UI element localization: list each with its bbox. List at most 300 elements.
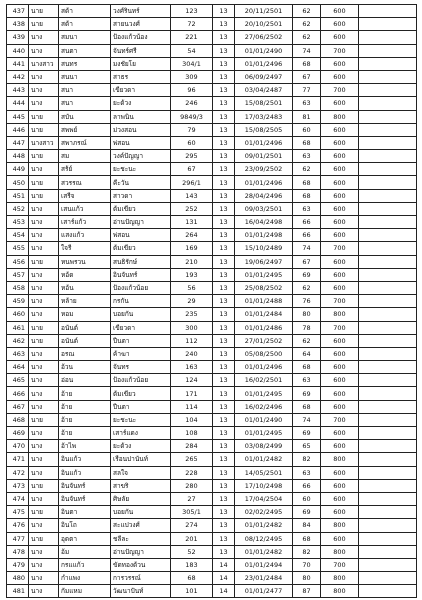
village-number-cell: 13 (213, 413, 235, 426)
birth-date-cell: 01/01/2482 (235, 545, 293, 558)
house-number-cell: 123 (171, 5, 213, 18)
age-cell: 63 (293, 97, 321, 110)
row-number: 461 (7, 321, 29, 334)
birth-date-cell: 01/01/2490 (235, 413, 293, 426)
amount-cell: 600 (321, 361, 359, 374)
row-number: 443 (7, 84, 29, 97)
age-cell: 63 (293, 202, 321, 215)
amount-cell: 800 (321, 453, 359, 466)
birth-date-cell: 01/01/2484 (235, 308, 293, 321)
last-name-cell: ม่วงสอน (111, 123, 171, 136)
table-row (7, 202, 417, 215)
signature-cell (359, 334, 417, 347)
village-number-cell: 13 (213, 295, 235, 308)
table-row (7, 479, 417, 492)
signature-cell (359, 189, 417, 202)
title-cell: นาง (29, 308, 59, 321)
signature-cell (359, 255, 417, 268)
amount-cell: 800 (321, 545, 359, 558)
last-name-cell: เขียวดา (111, 84, 171, 97)
amount-cell: 600 (321, 268, 359, 281)
birth-date-cell: 01/01/2498 (235, 229, 293, 242)
house-number-cell: 284 (171, 440, 213, 453)
table-row (7, 163, 417, 176)
row-number: 460 (7, 308, 29, 321)
title-cell: นาย (29, 255, 59, 268)
signature-cell (359, 136, 417, 149)
house-number-cell: 143 (171, 189, 213, 202)
birth-date-cell: 01/01/2496 (235, 361, 293, 374)
birth-date-cell: 27/06/2502 (235, 31, 293, 44)
table-row (7, 506, 417, 519)
last-name-cell: กรกัน (111, 295, 171, 308)
title-cell: นาย (29, 506, 59, 519)
table-row (7, 347, 417, 360)
title-cell: นาง (29, 216, 59, 229)
table-row (7, 229, 417, 242)
table-body (7, 5, 417, 598)
village-number-cell: 14 (213, 558, 235, 571)
village-number-cell: 13 (213, 216, 235, 229)
age-cell: 62 (293, 5, 321, 18)
birth-date-cell: 17/04/2504 (235, 492, 293, 505)
row-number: 448 (7, 150, 29, 163)
village-number-cell: 13 (213, 400, 235, 413)
first-name-cell: อนันต์ (59, 321, 111, 334)
row-number: 474 (7, 492, 29, 505)
title-cell: นาง (29, 453, 59, 466)
title-cell: นาง (29, 163, 59, 176)
row-number: 465 (7, 374, 29, 387)
first-name-cell: สมนา (59, 31, 111, 44)
last-name-cell: ยะด้วง (111, 440, 171, 453)
title-cell: นางสาว (29, 57, 59, 70)
first-name-cell: อนันต์ (59, 334, 111, 347)
row-number: 466 (7, 387, 29, 400)
row-number: 455 (7, 242, 29, 255)
birth-date-cell: 16/04/2498 (235, 216, 293, 229)
birth-date-cell: 01/01/2477 (235, 585, 293, 598)
house-number-cell: 304/1 (171, 57, 213, 70)
age-cell: 66 (293, 229, 321, 242)
house-number-cell: 169 (171, 242, 213, 255)
amount-cell: 600 (321, 123, 359, 136)
birth-date-cell: 02/02/2495 (235, 506, 293, 519)
amount-cell: 800 (321, 110, 359, 123)
age-cell: 63 (293, 150, 321, 163)
birth-date-cell: 17/10/2498 (235, 479, 293, 492)
last-name-cell: สลใจ (111, 466, 171, 479)
table-row (7, 216, 417, 229)
row-number: 467 (7, 400, 29, 413)
village-number-cell: 13 (213, 453, 235, 466)
age-cell: 87 (293, 585, 321, 598)
title-cell: นาง (29, 558, 59, 571)
last-name-cell: คีะวัน (111, 176, 171, 189)
row-number: 456 (7, 255, 29, 268)
amount-cell: 700 (321, 295, 359, 308)
row-number: 471 (7, 453, 29, 466)
house-number-cell: 210 (171, 255, 213, 268)
age-cell: 70 (293, 558, 321, 571)
birth-date-cell: 25/08/2502 (235, 281, 293, 294)
amount-cell: 600 (321, 440, 359, 453)
house-number-cell: 163 (171, 361, 213, 374)
signature-cell (359, 545, 417, 558)
first-name-cell: อ่อน (59, 374, 111, 387)
first-name-cell: อินจันทร์ (59, 492, 111, 505)
village-number-cell: 13 (213, 492, 235, 505)
row-number: 457 (7, 268, 29, 281)
row-number: 462 (7, 334, 29, 347)
table-row (7, 136, 417, 149)
signature-cell (359, 466, 417, 479)
house-number-cell: 124 (171, 374, 213, 387)
first-name-cell: อินโถ (59, 519, 111, 532)
row-number: 463 (7, 347, 29, 360)
row-number: 472 (7, 466, 29, 479)
amount-cell: 600 (321, 281, 359, 294)
title-cell: นาง (29, 427, 59, 440)
age-cell: 76 (293, 295, 321, 308)
village-number-cell: 13 (213, 427, 235, 440)
title-cell: นาง (29, 44, 59, 57)
signature-cell (359, 123, 417, 136)
house-number-cell: 264 (171, 229, 213, 242)
table-row (7, 18, 417, 31)
table-row (7, 281, 417, 294)
last-name-cell: ค้าฆา (111, 347, 171, 360)
last-name-cell: ป้องแก้วน้อย (111, 374, 171, 387)
title-cell: นางสาว (29, 136, 59, 149)
age-cell: 62 (293, 18, 321, 31)
first-name-cell: กำแพง (59, 572, 111, 585)
village-number-cell: 13 (213, 374, 235, 387)
first-name-cell: อินแก้ว (59, 453, 111, 466)
first-name-cell: สวรรณ (59, 176, 111, 189)
birth-date-cell: 01/01/2496 (235, 176, 293, 189)
age-cell: 62 (293, 281, 321, 294)
row-number: 447 (7, 136, 29, 149)
village-number-cell: 14 (213, 585, 235, 598)
house-number-cell: 235 (171, 308, 213, 321)
table-row (7, 295, 417, 308)
last-name-cell: สายนวงศ์ (111, 18, 171, 31)
age-cell: 60 (293, 123, 321, 136)
village-number-cell: 13 (213, 255, 235, 268)
village-number-cell: 13 (213, 532, 235, 545)
amount-cell: 600 (321, 387, 359, 400)
house-number-cell: 193 (171, 268, 213, 281)
signature-cell (359, 31, 417, 44)
signature-cell (359, 163, 417, 176)
first-name-cell: สนนา (59, 70, 111, 83)
table-row (7, 57, 417, 70)
age-cell: 84 (293, 519, 321, 532)
amount-cell: 600 (321, 18, 359, 31)
table-row (7, 5, 417, 18)
age-cell: 81 (293, 110, 321, 123)
title-cell: นาย (29, 5, 59, 18)
table-row (7, 189, 417, 202)
village-number-cell: 13 (213, 361, 235, 374)
village-number-cell: 13 (213, 242, 235, 255)
amount-cell: 800 (321, 585, 359, 598)
last-name-cell: สนธิรักษ์ (111, 255, 171, 268)
first-name-cell: อ้าไพ (59, 440, 111, 453)
last-name-cell: พ่สอน (111, 229, 171, 242)
house-number-cell: 171 (171, 387, 213, 400)
house-number-cell: 252 (171, 202, 213, 215)
last-name-cell: ต้มเขียว (111, 242, 171, 255)
first-name-cell: สนา (59, 84, 111, 97)
birth-date-cell: 01/01/2495 (235, 427, 293, 440)
first-name-cell: สพพย์ (59, 123, 111, 136)
birth-date-cell: 01/01/2482 (235, 453, 293, 466)
last-name-cell: วงศ์รินทร์ (111, 5, 171, 18)
title-cell: นาย (29, 176, 59, 189)
signature-cell (359, 453, 417, 466)
table-row (7, 44, 417, 57)
table-row (7, 123, 417, 136)
row-number: 476 (7, 519, 29, 532)
table-row (7, 532, 417, 545)
signature-cell (359, 492, 417, 505)
last-name-cell: การวรรณ์ (111, 572, 171, 585)
amount-cell: 600 (321, 506, 359, 519)
signature-cell (359, 176, 417, 189)
village-number-cell: 14 (213, 572, 235, 585)
table-row (7, 413, 417, 426)
table-row (7, 558, 417, 571)
amount-cell: 600 (321, 347, 359, 360)
birth-date-cell: 19/06/2497 (235, 255, 293, 268)
pension-table (6, 4, 417, 598)
title-cell: นาย (29, 479, 59, 492)
village-number-cell: 13 (213, 31, 235, 44)
table-row (7, 400, 417, 413)
amount-cell: 700 (321, 44, 359, 57)
table-row (7, 268, 417, 281)
last-name-cell: จันทร์ศรี (111, 44, 171, 57)
row-number: 468 (7, 413, 29, 426)
first-name-cell: หอม (59, 308, 111, 321)
age-cell: 80 (293, 308, 321, 321)
row-number: 459 (7, 295, 29, 308)
title-cell: นาย (29, 532, 59, 545)
village-number-cell: 13 (213, 163, 235, 176)
first-name-cell: ใจรี (59, 242, 111, 255)
amount-cell: 600 (321, 255, 359, 268)
signature-cell (359, 84, 417, 97)
last-name-cell: ยะชะนะ (111, 163, 171, 176)
birth-date-cell: 20/10/2501 (235, 18, 293, 31)
table-row (7, 84, 417, 97)
title-cell: นาง (29, 361, 59, 374)
table-row (7, 466, 417, 479)
last-name-cell: อินจันทร์ (111, 268, 171, 281)
row-number: 451 (7, 189, 29, 202)
first-name-cell: อุดตา (59, 532, 111, 545)
amount-cell: 600 (321, 427, 359, 440)
age-cell: 68 (293, 176, 321, 189)
table-row (7, 453, 417, 466)
signature-cell (359, 70, 417, 83)
title-cell: นาง (29, 70, 59, 83)
first-name-cell: อ้ม (59, 545, 111, 558)
table-row (7, 255, 417, 268)
house-number-cell: 228 (171, 466, 213, 479)
amount-cell: 600 (321, 466, 359, 479)
age-cell: 82 (293, 453, 321, 466)
village-number-cell: 13 (213, 334, 235, 347)
age-cell: 74 (293, 413, 321, 426)
house-number-cell: 240 (171, 347, 213, 360)
row-number: 469 (7, 427, 29, 440)
title-cell: นาง (29, 229, 59, 242)
village-number-cell: 13 (213, 281, 235, 294)
table-row (7, 97, 417, 110)
last-name-cell: ต้มเขียว (111, 202, 171, 215)
last-name-cell: บอยกัน (111, 308, 171, 321)
amount-cell: 600 (321, 216, 359, 229)
birth-date-cell: 06/09/2497 (235, 70, 293, 83)
amount-cell: 600 (321, 70, 359, 83)
last-name-cell: วงค์ปัญญา (111, 150, 171, 163)
amount-cell: 600 (321, 163, 359, 176)
village-number-cell: 13 (213, 479, 235, 492)
birth-date-cell: 01/01/2495 (235, 268, 293, 281)
village-number-cell: 13 (213, 5, 235, 18)
title-cell: นาง (29, 492, 59, 505)
first-name-cell: หล้าย (59, 295, 111, 308)
signature-cell (359, 506, 417, 519)
signature-cell (359, 427, 417, 440)
first-name-cell: สนา (59, 97, 111, 110)
table-row (7, 572, 417, 585)
title-cell: นาย (29, 123, 59, 136)
signature-cell (359, 387, 417, 400)
row-number: 446 (7, 123, 29, 136)
house-number-cell: 309 (171, 70, 213, 83)
signature-cell (359, 585, 417, 598)
table-row (7, 427, 417, 440)
house-number-cell: 221 (171, 31, 213, 44)
birth-date-cell: 01/01/2496 (235, 57, 293, 70)
village-number-cell: 13 (213, 136, 235, 149)
first-name-cell: กรแแก้ว (59, 558, 111, 571)
house-number-cell: 29 (171, 295, 213, 308)
title-cell: นาง (29, 202, 59, 215)
house-number-cell: 114 (171, 400, 213, 413)
house-number-cell: 131 (171, 216, 213, 229)
signature-cell (359, 558, 417, 571)
first-name-cell: เสนแก้ว (59, 202, 111, 215)
signature-cell (359, 374, 417, 387)
first-name-cell: สร้ย์ (59, 163, 111, 176)
age-cell: 77 (293, 84, 321, 97)
table-row (7, 110, 417, 123)
first-name-cell: สด้า (59, 18, 111, 31)
table-row (7, 440, 417, 453)
first-name-cell: สบัน (59, 110, 111, 123)
last-name-cell: อ่านปัญญา (111, 216, 171, 229)
signature-cell (359, 18, 417, 31)
house-number-cell: 79 (171, 123, 213, 136)
birth-date-cell: 09/01/2501 (235, 150, 293, 163)
birth-date-cell: 23/01/2484 (235, 572, 293, 585)
house-number-cell: 68 (171, 572, 213, 585)
title-cell: นาย (29, 110, 59, 123)
title-cell: นาง (29, 97, 59, 110)
village-number-cell: 13 (213, 506, 235, 519)
title-cell: นาย (29, 150, 59, 163)
age-cell: 67 (293, 255, 321, 268)
house-number-cell: 96 (171, 84, 213, 97)
birth-date-cell: 09/03/2501 (235, 202, 293, 215)
age-cell: 82 (293, 545, 321, 558)
village-number-cell: 13 (213, 268, 235, 281)
title-cell: นาง (29, 440, 59, 453)
amount-cell: 600 (321, 136, 359, 149)
row-number: 477 (7, 532, 29, 545)
amount-cell: 600 (321, 400, 359, 413)
house-number-cell: 112 (171, 334, 213, 347)
table-row (7, 242, 417, 255)
signature-cell (359, 110, 417, 123)
title-cell: นาง (29, 519, 59, 532)
village-number-cell: 13 (213, 123, 235, 136)
age-cell: 78 (293, 321, 321, 334)
birth-date-cell: 20/11/2501 (235, 5, 293, 18)
age-cell: 67 (293, 70, 321, 83)
birth-date-cell: 14/05/2501 (235, 466, 293, 479)
signature-cell (359, 532, 417, 545)
table-row (7, 519, 417, 532)
title-cell: นาง (29, 400, 59, 413)
row-number: 438 (7, 18, 29, 31)
age-cell: 62 (293, 334, 321, 347)
last-name-cell: บอยกัน (111, 506, 171, 519)
amount-cell: 800 (321, 519, 359, 532)
age-cell: 69 (293, 506, 321, 519)
amount-cell: 800 (321, 308, 359, 321)
amount-cell: 600 (321, 176, 359, 189)
signature-cell (359, 57, 417, 70)
age-cell: 69 (293, 427, 321, 440)
row-number: 479 (7, 558, 29, 571)
village-number-cell: 13 (213, 321, 235, 334)
last-name-cell: สาขริ (111, 479, 171, 492)
amount-cell: 700 (321, 242, 359, 255)
row-number: 439 (7, 31, 29, 44)
signature-cell (359, 150, 417, 163)
title-cell: นาง (29, 242, 59, 255)
birth-date-cell: 23/09/2502 (235, 163, 293, 176)
table-row (7, 308, 417, 321)
title-cell: นาง (29, 374, 59, 387)
amount-cell: 600 (321, 5, 359, 18)
title-cell: นาง (29, 84, 59, 97)
village-number-cell: 13 (213, 347, 235, 360)
age-cell: 62 (293, 31, 321, 44)
last-name-cell: ยะด้วง (111, 97, 171, 110)
age-cell: 68 (293, 400, 321, 413)
age-cell: 68 (293, 532, 321, 545)
signature-cell (359, 347, 417, 360)
table-row (7, 374, 417, 387)
age-cell: 68 (293, 136, 321, 149)
